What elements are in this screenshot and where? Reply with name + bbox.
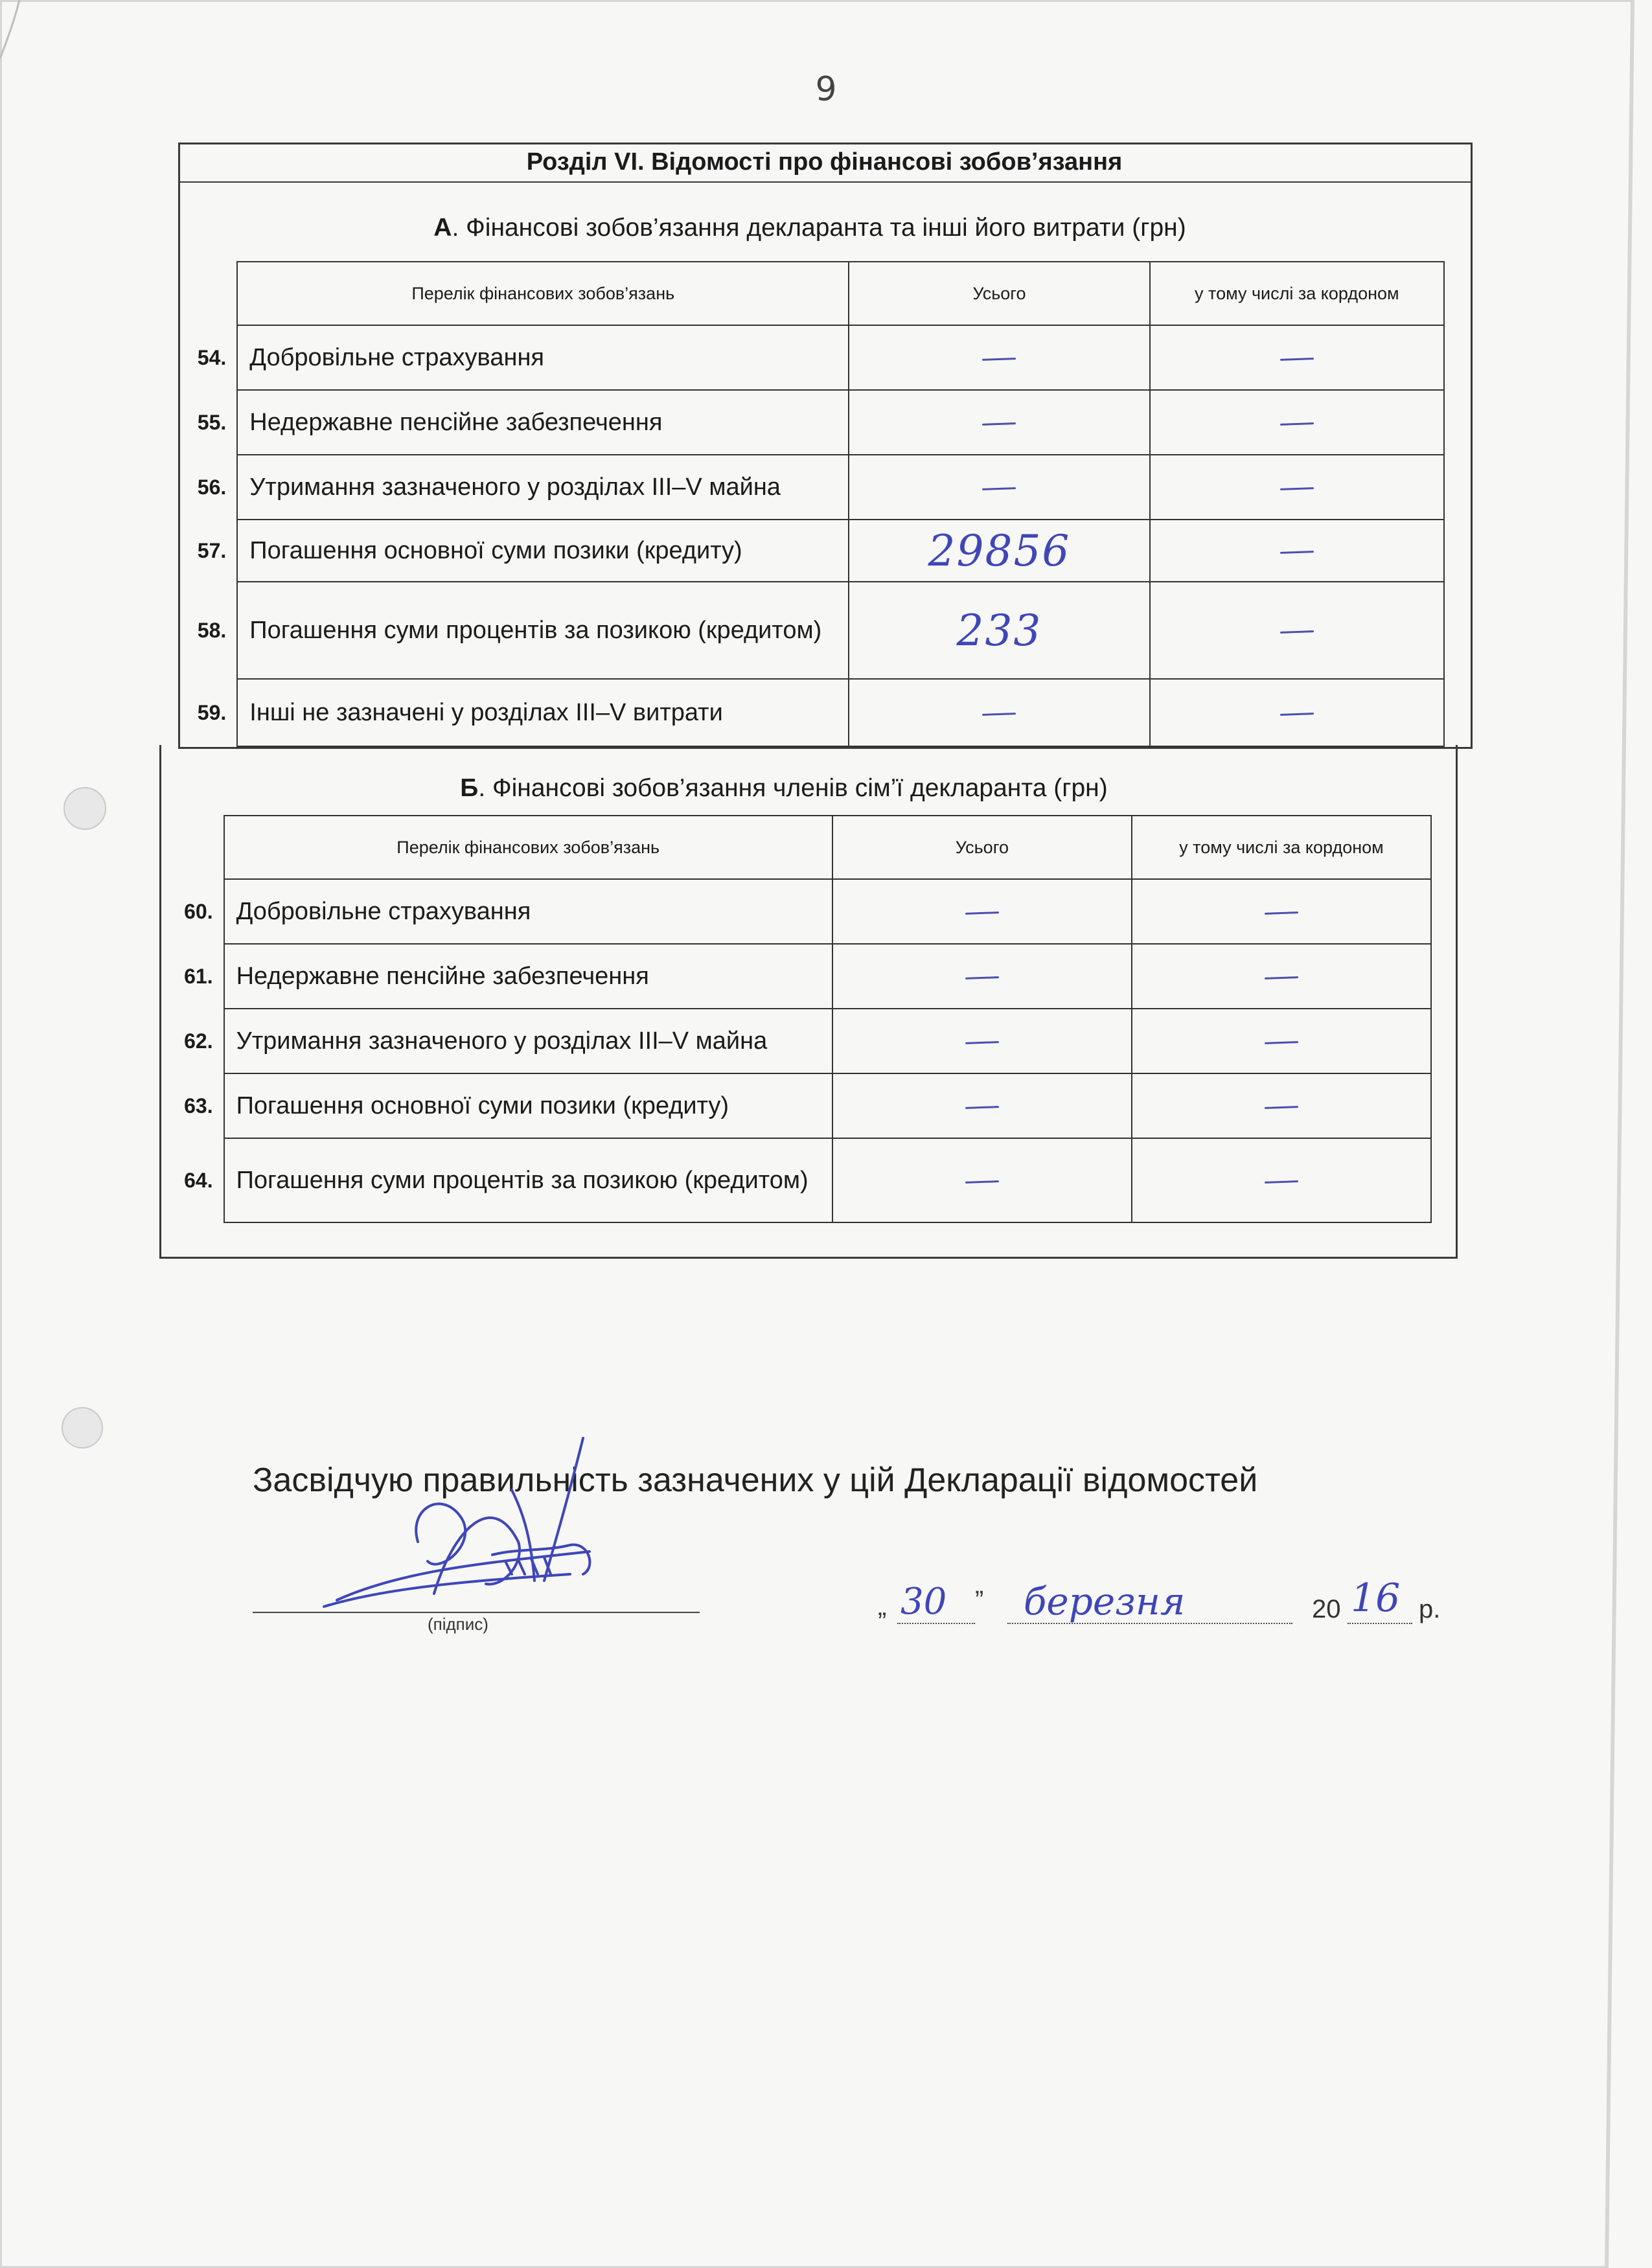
day-line	[897, 1623, 975, 1624]
row-number: 61.	[184, 964, 213, 988]
row-label: Добровільне страхування	[237, 325, 849, 390]
handwritten-value: 29856	[928, 525, 1071, 576]
year-prefix: 20	[1312, 1595, 1341, 1623]
handwritten-signature	[311, 1412, 674, 1626]
dash-mark	[1280, 487, 1314, 490]
row-label: Утримання зазначеного у розділах III–V майна	[224, 1009, 832, 1073]
dash-mark	[1265, 1041, 1298, 1044]
row-abroad-field[interactable]	[1132, 879, 1431, 944]
row-total-field[interactable]	[832, 879, 1132, 944]
punch-hole-bottom	[62, 1407, 103, 1449]
row-total-field[interactable]	[849, 520, 1149, 582]
dash-mark	[965, 1041, 999, 1044]
table-row	[149, 455, 1444, 520]
row-total-field[interactable]	[849, 390, 1149, 455]
table-row	[136, 944, 1431, 1009]
table-row	[136, 1009, 1431, 1073]
row-abroad-field[interactable]	[1150, 582, 1444, 679]
header-total: Усього	[832, 816, 1132, 879]
row-number: 56.	[197, 475, 227, 499]
row-number: 55.	[197, 410, 227, 434]
row-number: 62.	[184, 1029, 213, 1053]
part-a-title	[194, 214, 1425, 242]
table-row	[149, 390, 1444, 455]
section-title: Розділ VI. Відомості про фінансові зобов’язання	[178, 143, 1471, 183]
row-label: Погашення суми процентів за позикою (кредитом)	[224, 1138, 832, 1222]
row-abroad-field[interactable]	[1150, 390, 1444, 455]
row-total-field[interactable]	[832, 1009, 1132, 1073]
row-label: Погашення суми процентів за позикою (кредитом)	[237, 582, 849, 679]
dash-mark	[1280, 551, 1314, 554]
dash-mark	[1265, 976, 1298, 979]
dash-mark	[965, 1106, 999, 1109]
signature-line	[253, 1612, 700, 1613]
header-obligations: Перелік фінансових зобов’язань	[237, 262, 849, 325]
row-abroad-field[interactable]	[1132, 944, 1431, 1009]
part-b-title-text: . Фінансові зобов’язання членів сім’ї декларанта (грн)	[478, 774, 1108, 802]
part-b-title	[168, 774, 1399, 803]
row-total-field[interactable]	[832, 944, 1132, 1009]
row-total-field[interactable]	[832, 1073, 1132, 1138]
row-number: 58.	[197, 618, 227, 642]
row-number: 59.	[197, 700, 227, 724]
num-header	[136, 816, 224, 879]
dash-mark	[965, 976, 999, 979]
part-a-letter: А	[433, 214, 452, 242]
table-row	[149, 679, 1444, 746]
row-abroad-field[interactable]	[1132, 1009, 1431, 1073]
part-a-title-text: . Фінансові зобов’язання декларанта та інші його витрати (грн)	[452, 214, 1186, 242]
punch-hole-top	[63, 787, 106, 830]
handwritten-value: 233	[956, 605, 1042, 656]
row-abroad-field[interactable]	[1132, 1138, 1431, 1222]
row-abroad-field[interactable]	[1150, 455, 1444, 520]
date-close-quote: ”	[975, 1586, 984, 1614]
row-label: Утримання зазначеного у розділах III–V майна	[237, 455, 849, 520]
header-obligations: Перелік фінансових зобов’язань	[224, 816, 832, 879]
dash-mark	[1265, 911, 1298, 915]
part-b-table	[136, 815, 1432, 1223]
dash-mark	[1280, 713, 1314, 716]
date-day[interactable]: 30	[901, 1581, 947, 1623]
header-total: Усього	[849, 262, 1149, 325]
dash-mark	[982, 487, 1016, 490]
date-month[interactable]: березня	[1024, 1579, 1186, 1623]
row-total-field[interactable]	[849, 582, 1149, 679]
row-label: Погашення основної суми позики (кредиту)	[224, 1073, 832, 1138]
table-row	[136, 1138, 1431, 1222]
table-row	[149, 582, 1444, 679]
dash-mark	[982, 358, 1016, 361]
dash-mark	[1265, 1180, 1298, 1184]
certification-statement: Засвідчую правильність зазначених у цій Декларації відомостей	[253, 1461, 1258, 1499]
header-abroad: у тому числі за кордоном	[1132, 816, 1431, 879]
table-row	[149, 520, 1444, 582]
dash-mark	[965, 1180, 999, 1184]
page-number: 9	[815, 70, 837, 109]
row-label: Недержавне пенсійне забезпечення	[224, 944, 832, 1009]
row-number: 64.	[184, 1168, 213, 1192]
num-header	[149, 262, 237, 325]
row-total-field[interactable]	[849, 325, 1149, 390]
date-open-quote: „	[878, 1592, 887, 1621]
year-suffix-handwritten[interactable]: 16	[1351, 1575, 1401, 1621]
row-label: Недержавне пенсійне забезпечення	[237, 390, 849, 455]
table-row	[149, 325, 1444, 390]
row-label: Інші не зазначені у розділах III–V витрати	[237, 679, 849, 746]
dash-mark	[1280, 358, 1314, 361]
row-abroad-field[interactable]	[1150, 520, 1444, 582]
dash-mark	[1280, 422, 1314, 426]
row-abroad-field[interactable]	[1150, 679, 1444, 746]
dash-mark	[982, 422, 1016, 426]
row-total-field[interactable]	[832, 1138, 1132, 1222]
header-abroad: у тому числі за кордоном	[1150, 262, 1444, 325]
row-label: Погашення основної суми позики (кредиту)	[237, 520, 849, 582]
row-number: 60.	[184, 899, 213, 923]
dash-mark	[1265, 1106, 1298, 1109]
row-number: 63.	[184, 1094, 213, 1117]
dash-mark	[982, 713, 1016, 716]
table-header-row	[149, 262, 1444, 325]
table-row	[136, 879, 1431, 944]
row-abroad-field[interactable]	[1150, 325, 1444, 390]
year-unit: р.	[1419, 1595, 1441, 1623]
row-total-field[interactable]	[849, 455, 1149, 520]
part-b-letter: Б	[460, 774, 479, 802]
part-a-table	[149, 261, 1445, 747]
row-number: 54.	[197, 345, 227, 369]
row-abroad-field[interactable]	[1132, 1073, 1431, 1138]
row-label: Добровільне страхування	[224, 879, 832, 944]
year-line	[1348, 1623, 1412, 1624]
dash-mark	[965, 911, 999, 915]
row-total-field[interactable]	[849, 679, 1149, 746]
table-header-row	[136, 816, 1431, 879]
signature-label: (підпис)	[428, 1614, 488, 1634]
table-row	[136, 1073, 1431, 1138]
dash-mark	[1280, 630, 1314, 634]
row-number: 57.	[197, 538, 227, 562]
